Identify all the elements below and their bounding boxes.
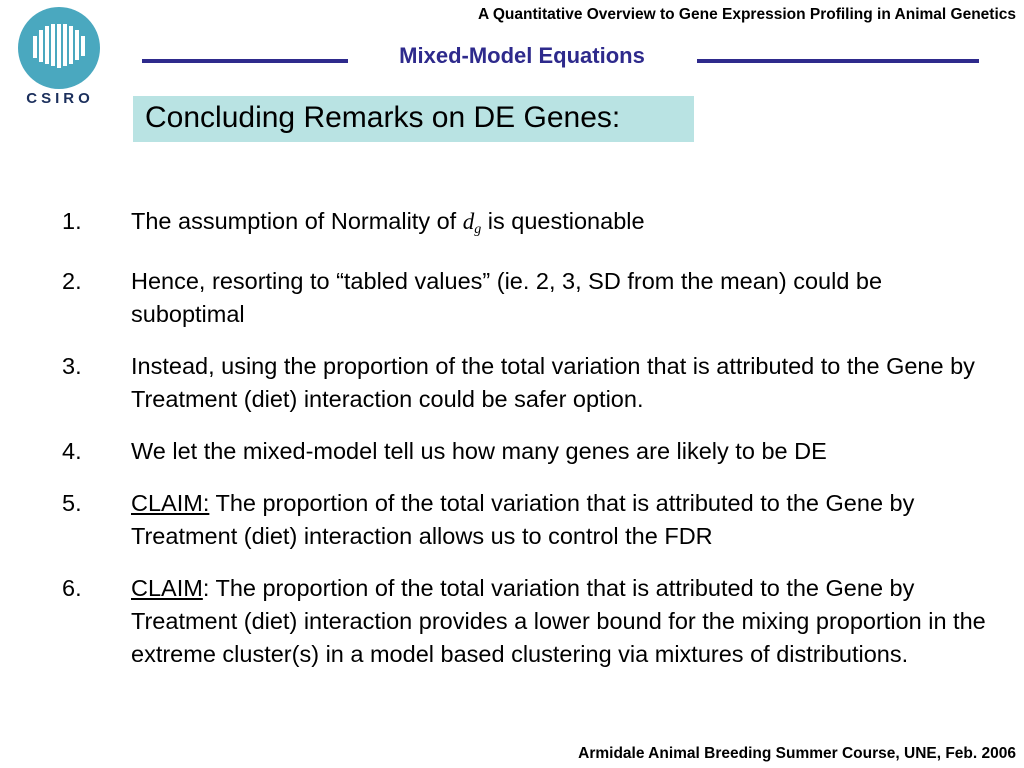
- list-item: [0, 572, 1024, 671]
- csiro-emblem-icon: [14, 6, 104, 90]
- footer-text: Armidale Animal Breeding Summer Course, UNE, Feb. 2006: [578, 745, 1016, 762]
- item-text: [131, 205, 991, 246]
- claim-label: CLAIM: [131, 575, 203, 601]
- item-number: 3.: [62, 353, 82, 379]
- claim-label: CLAIM:: [131, 490, 210, 516]
- list-item: [0, 205, 1024, 246]
- item-text: We let the mixed-model tell us how many genes are likely to be DE: [131, 438, 827, 464]
- header-rule-left: [142, 59, 348, 63]
- variable-subscript: g: [474, 222, 482, 237]
- item-text: [131, 572, 991, 671]
- item-text-before: The assumption of Normality of: [131, 208, 463, 234]
- item-text: Hence, resorting to “tabled values” (ie. 2, 3, SD from the mean) could be suboptimal: [131, 268, 883, 327]
- header-rule-right: [697, 59, 979, 63]
- list-item: [0, 435, 1024, 468]
- item-text: Instead, using the proportion of the total variation that is attributed to the Gene by Treatment (diet) interaction could be safer option.: [131, 353, 975, 412]
- item-number: 6.: [62, 575, 82, 601]
- item-text: [131, 487, 991, 553]
- slide-heading: Concluding Remarks on DE Genes:: [145, 101, 621, 134]
- item-number: 1.: [62, 208, 82, 234]
- csiro-logo: [14, 6, 104, 110]
- logo-wordmark: CSIRO: [26, 90, 94, 107]
- math-variable: [462, 209, 482, 237]
- variable-symbol: d: [462, 209, 475, 234]
- section-title: Mixed-Model Equations: [399, 43, 645, 68]
- item-text-after: is questionable: [481, 208, 645, 234]
- remarks-list: [0, 205, 1024, 690]
- list-item: [0, 350, 1024, 416]
- claim-text: : The proportion of the total variation that is attributed to the Gene by Treatment (diet) interaction provides a lower bound for the mixing proportion in the extreme cluster(s) in a model based clustering via mixtures of distributions.: [131, 575, 986, 667]
- list-item: [0, 487, 1024, 553]
- item-number: 2.: [62, 268, 82, 294]
- presentation-title: A Quantitative Overview to Gene Expression Profiling in Animal Genetics: [477, 6, 1016, 23]
- slide-heading-banner: [133, 96, 694, 142]
- item-number: 5.: [62, 490, 82, 516]
- item-number: 4.: [62, 438, 82, 464]
- list-item: [0, 265, 1024, 331]
- claim-text: The proportion of the total variation that is attributed to the Gene by Treatment (diet) interaction allows us to control the FDR: [131, 490, 915, 549]
